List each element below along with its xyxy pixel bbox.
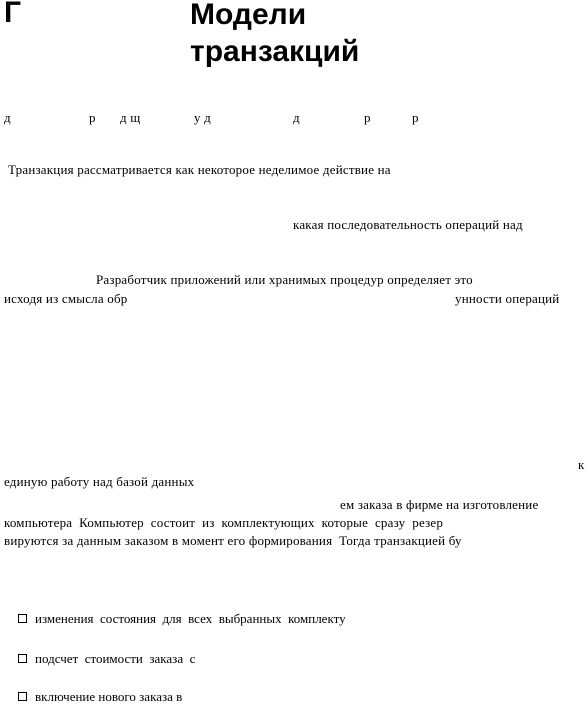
paragraph-line: вируются за данным заказом в момент его формирования Тогда транзакцией бу [4,533,462,548]
list-item [5,674,182,719]
checkbox-bullet-icon [18,654,27,663]
paragraph-line: Разработчик приложений или хранимых процедур определяет это [96,272,473,287]
paragraph-line: компьютера Компьютер состоит из комплектующих которые сразу резер [4,515,444,530]
chapter-letter: Г [4,0,22,29]
list-item-text: включение нового заказа в [35,689,183,704]
text-fragment: р [412,110,419,125]
text-fragment: д [293,110,300,125]
text-fragment: у д [194,110,211,125]
text-fragment: р [364,110,371,125]
checkbox-bullet-icon [18,614,27,623]
paragraph-line: ем заказа в фирме на изготовление [340,497,539,512]
text-fragment: д [4,110,11,125]
list-item [5,596,346,641]
paragraph-line: унности операций [455,291,560,306]
chapter-title-line-2: транзакций [190,35,360,68]
paragraph-line: к [578,457,585,472]
paragraph-line: какая последовательность операций над [293,217,523,232]
text-fragment: д щ [120,110,141,125]
paragraph-line: Транзакция рассматривается как некоторое неделимое действие на [8,162,391,177]
paragraph-line: единую работу над базой данных [4,474,195,489]
paragraph-line: исходя из смысла обр [4,291,128,306]
chapter-title [190,0,359,70]
list-item-text: изменения состояния для всех выбранных комплекту [35,611,346,626]
chapter-title-line-1: Модели [190,0,307,31]
checkbox-bullet-icon [18,692,27,701]
list-item-text: подсчет стоимости заказа с [35,651,196,666]
text-fragment: р [89,110,96,125]
